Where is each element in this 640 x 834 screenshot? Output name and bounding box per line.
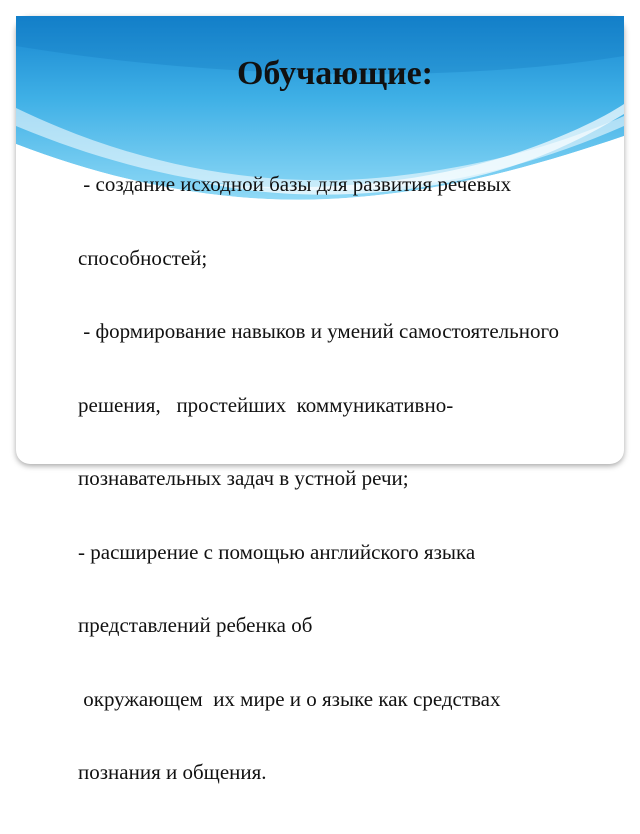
body-line: представлений ребенка об bbox=[78, 613, 313, 637]
body-line: - расширение с помощью английского языка bbox=[78, 539, 476, 564]
slide bbox=[16, 16, 624, 784]
body-line: - формирование навыков и умений самостоятельного bbox=[78, 319, 560, 343]
slide-title: Обучающие: bbox=[236, 55, 433, 92]
body-line: окружающем их мире и о языке как средствах bbox=[78, 686, 501, 711]
body-line: - создание исходной базы для развития речевых bbox=[78, 172, 512, 196]
body-line: познания и общения. bbox=[78, 760, 267, 784]
body-line: решения, простейших коммуникативно- bbox=[78, 392, 454, 417]
body-line: познавательных задач в устной речи; bbox=[78, 466, 409, 490]
body-line: способностей; bbox=[78, 245, 208, 270]
slide-body-text bbox=[78, 123, 638, 834]
